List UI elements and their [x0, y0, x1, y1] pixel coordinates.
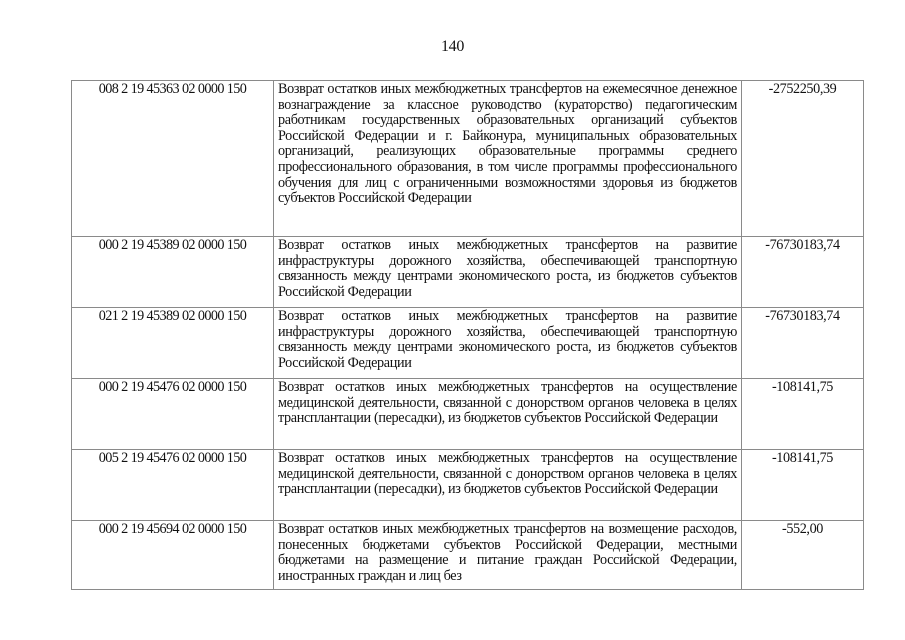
table-row: [72, 308, 864, 379]
table-row: [72, 81, 864, 237]
amount-cell: -2752250,39: [742, 81, 864, 237]
page-number: 140: [440, 38, 465, 55]
description-cell: Возврат остатков иных межбюджетных трансфертов на возмещение расходов, понесенных бюджетами субъектов Российской Федерации, местными бюджетами на размещение и питание граждан Российской Федерации, иностранных граждан и лиц без: [274, 521, 742, 590]
budget-code-cell: 005 2 19 45476 02 0000 150: [72, 450, 274, 521]
amount-cell: -76730183,74: [742, 308, 864, 379]
description-cell: Возврат остатков иных межбюджетных трансфертов на ежемесячное денежное вознаграждение за классное руководство (кураторство) педагогическим работникам государственных образовательных организаций субъектов Российской Федерации и г. Байконура, муниципальных образовательных организаций, реализующих образовательные программы среднего профессионального образования, в том числе программы профессионального обучения для лиц с ограниченными возможностями здоровья из бюджетов субъектов Российской Федерации: [274, 81, 742, 237]
budget-table: [71, 80, 864, 590]
budget-code-cell: 021 2 19 45389 02 0000 150: [72, 308, 274, 379]
amount-cell: -108141,75: [742, 379, 864, 450]
budget-code-cell: 000 2 19 45389 02 0000 150: [72, 237, 274, 308]
budget-code-cell: 000 2 19 45694 02 0000 150: [72, 521, 274, 590]
amount-cell: -76730183,74: [742, 237, 864, 308]
budget-code-cell: 008 2 19 45363 02 0000 150: [72, 81, 274, 237]
description-cell: Возврат остатков иных межбюджетных трансфертов на развитие инфраструктуры дорожного хозяйства, обеспечивающей транспортную связанность между центрами экономического роста, из бюджетов субъектов Российской Федерации: [274, 308, 742, 379]
amount-cell: -108141,75: [742, 450, 864, 521]
table-row: [72, 237, 864, 308]
description-cell: Возврат остатков иных межбюджетных трансфертов на осуществление медицинской деятельности, связанной с донорством органов человека в целях трансплантации (пересадки), из бюджетов субъектов Российской Федерации: [274, 450, 742, 521]
description-cell: Возврат остатков иных межбюджетных трансфертов на развитие инфраструктуры дорожного хозяйства, обеспечивающей транспортную связанность между центрами экономического роста, из бюджетов субъектов Российской Федерации: [274, 237, 742, 308]
table-row: [72, 521, 864, 590]
description-cell: Возврат остатков иных межбюджетных трансфертов на осуществление медицинской деятельности, связанной с донорством органов человека в целях трансплантации (пересадки), из бюджетов субъектов Российской Федерации: [274, 379, 742, 450]
amount-cell: -552,00: [742, 521, 864, 590]
table-row: [72, 450, 864, 521]
table-row: [72, 379, 864, 450]
budget-code-cell: 000 2 19 45476 02 0000 150: [72, 379, 274, 450]
